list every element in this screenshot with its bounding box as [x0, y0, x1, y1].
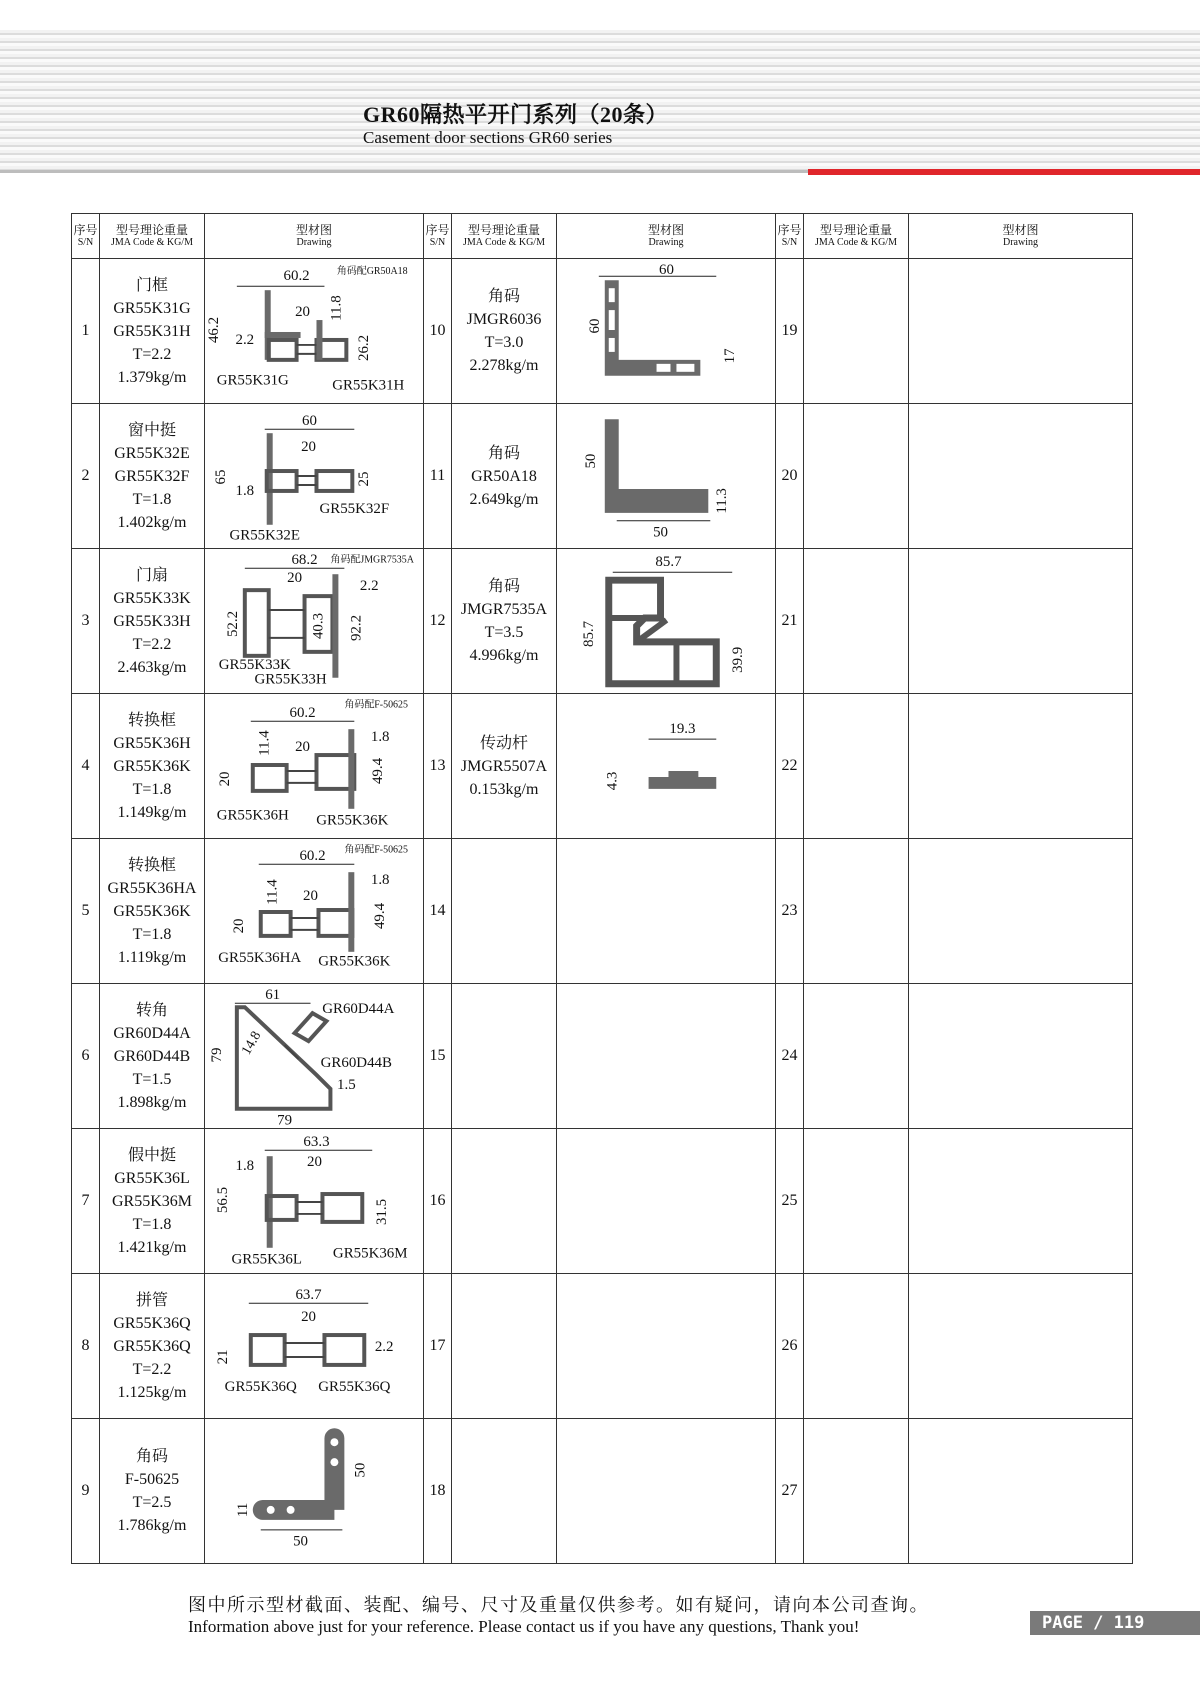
svg-text:2.2: 2.2 [235, 331, 255, 348]
code-cell: 门框 GR55K31G GR55K31H T=2.2 1.379kg/m [100, 259, 205, 404]
svg-text:20: 20 [287, 570, 303, 587]
svg-text:角码配GR50A18: 角码配GR50A18 [336, 266, 408, 278]
drawing-cell [205, 1274, 424, 1419]
svg-text:20: 20 [216, 771, 233, 787]
code-cell: 角码 JMGR6036 T=3.0 2.278kg/m [452, 259, 557, 404]
table-row [72, 1129, 1133, 1274]
code-cell: 门扇 GR55K33K GR55K33H T=2.2 2.463kg/m [100, 549, 205, 694]
profile-drawing [205, 260, 423, 402]
profile-drawing [205, 1130, 423, 1272]
drawing-cell [909, 259, 1133, 404]
code-cell [804, 984, 909, 1129]
profile-drawing [205, 695, 423, 837]
sn-cell: 7 [72, 1129, 100, 1274]
header-grey-rule [0, 170, 808, 173]
drawing-cell [909, 549, 1133, 694]
svg-text:26.2: 26.2 [356, 334, 373, 361]
svg-text:92.2: 92.2 [348, 614, 365, 642]
svg-text:60.2: 60.2 [289, 705, 316, 722]
svg-text:角码配JMGR7535A: 角码配JMGR7535A [330, 554, 414, 566]
svg-text:60: 60 [659, 262, 674, 279]
code-cell [804, 259, 909, 404]
svg-text:31.5: 31.5 [374, 1198, 391, 1226]
code-cell [804, 1129, 909, 1274]
drawing-cell [557, 694, 776, 839]
header-red-rule [808, 169, 1200, 175]
profile-drawing [557, 405, 775, 547]
profile-drawing [205, 1275, 423, 1417]
sn-cell: 5 [72, 839, 100, 984]
sn-cell: 10 [424, 259, 452, 404]
drawing-cell [205, 1419, 424, 1564]
header-sn: 序号 S/N [776, 214, 804, 259]
drawing-cell [557, 1419, 776, 1564]
sn-cell: 26 [776, 1274, 804, 1419]
svg-text:GR55K36M: GR55K36M [332, 1245, 408, 1262]
svg-text:20: 20 [301, 1309, 316, 1326]
profile-drawing [557, 550, 775, 692]
sn-cell: 13 [424, 694, 452, 839]
svg-text:60: 60 [586, 318, 603, 334]
svg-text:角码配F-50625: 角码配F-50625 [344, 844, 408, 856]
svg-text:46.2: 46.2 [205, 316, 222, 344]
profile-drawing [205, 405, 423, 547]
sn-cell: 6 [72, 984, 100, 1129]
drawing-cell [557, 404, 776, 549]
sn-cell: 4 [72, 694, 100, 839]
sn-cell: 1 [72, 259, 100, 404]
svg-text:GR55K36H: GR55K36H [216, 807, 289, 824]
table-row [72, 1274, 1133, 1419]
svg-text:2.2: 2.2 [374, 1338, 394, 1355]
header-drawing: 型材图 Drawing [909, 214, 1133, 259]
svg-text:20: 20 [301, 439, 316, 456]
profile-drawing [205, 550, 423, 692]
drawing-cell [205, 259, 424, 404]
svg-text:60: 60 [302, 413, 317, 430]
svg-text:52.2: 52.2 [224, 610, 241, 638]
svg-text:63.3: 63.3 [303, 1134, 330, 1151]
svg-text:20: 20 [295, 304, 311, 321]
code-cell: 转换框 GR55K36H GR55K36K T=1.8 1.149kg/m [100, 694, 205, 839]
svg-text:11.3: 11.3 [714, 488, 731, 514]
sn-cell: 12 [424, 549, 452, 694]
svg-text:50: 50 [582, 453, 599, 469]
code-cell [452, 984, 557, 1129]
sn-cell: 15 [424, 984, 452, 1129]
sn-cell: 16 [424, 1129, 452, 1274]
drawing-cell [205, 984, 424, 1129]
svg-text:GR55K36K: GR55K36K [316, 812, 389, 829]
sn-cell: 17 [424, 1274, 452, 1419]
svg-text:79: 79 [277, 1112, 293, 1127]
sn-cell: 25 [776, 1129, 804, 1274]
svg-text:GR55K36HA: GR55K36HA [218, 949, 302, 966]
footer-note-en: Information above just for your reference. Please contact us if you have any questions, Thank you! [188, 1617, 860, 1636]
svg-text:20: 20 [295, 739, 311, 756]
profile-drawing [557, 260, 775, 402]
header-code: 型号理论重量 JMA Code & KG/M [100, 214, 205, 259]
drawing-cell [557, 1274, 776, 1419]
svg-text:49.4: 49.4 [372, 902, 389, 930]
svg-text:GR55K33K: GR55K33K [218, 656, 291, 673]
page-title-cn: GR60隔热平开门系列（20条） [363, 102, 669, 127]
sn-cell: 27 [776, 1419, 804, 1564]
svg-text:GR60D44B: GR60D44B [320, 1054, 392, 1071]
svg-text:14.8: 14.8 [239, 1028, 265, 1058]
svg-text:11.4: 11.4 [264, 879, 281, 905]
table-row [72, 694, 1133, 839]
code-cell [452, 1274, 557, 1419]
code-cell [804, 1419, 909, 1564]
svg-text:4.3: 4.3 [604, 771, 621, 791]
svg-text:GR55K36L: GR55K36L [231, 1251, 302, 1268]
svg-text:GR55K36Q: GR55K36Q [318, 1378, 391, 1395]
header-code: 型号理论重量 JMA Code & KG/M [452, 214, 557, 259]
drawing-cell [909, 694, 1133, 839]
sn-cell: 23 [776, 839, 804, 984]
svg-text:60.2: 60.2 [299, 848, 326, 865]
svg-text:1.8: 1.8 [235, 1158, 255, 1175]
svg-text:50: 50 [653, 524, 668, 541]
sn-cell: 19 [776, 259, 804, 404]
svg-text:GR55K32E: GR55K32E [229, 527, 300, 544]
drawing-cell [909, 1419, 1133, 1564]
svg-text:GR55K31H: GR55K31H [332, 377, 405, 394]
svg-text:GR55K36K: GR55K36K [318, 953, 391, 970]
sn-cell: 18 [424, 1419, 452, 1564]
sn-cell: 21 [776, 549, 804, 694]
svg-text:2.2: 2.2 [359, 578, 379, 595]
drawing-cell [205, 404, 424, 549]
drawing-cell [909, 404, 1133, 549]
sn-cell: 8 [72, 1274, 100, 1419]
svg-text:20: 20 [303, 888, 318, 905]
page-number: PAGE / 119 [1030, 1611, 1200, 1635]
sn-cell: 24 [776, 984, 804, 1129]
svg-text:39.9: 39.9 [730, 646, 747, 673]
svg-text:85.7: 85.7 [580, 620, 597, 648]
svg-text:11: 11 [234, 1502, 251, 1518]
drawing-cell [205, 694, 424, 839]
profile-table [71, 213, 1133, 1564]
profile-drawing [557, 695, 775, 837]
svg-text:21: 21 [214, 1349, 231, 1365]
code-cell [804, 1274, 909, 1419]
drawing-cell [909, 1274, 1133, 1419]
svg-text:40.3: 40.3 [310, 612, 327, 640]
table-row [72, 549, 1133, 694]
table-row [72, 984, 1133, 1129]
svg-text:19.3: 19.3 [669, 721, 696, 738]
drawing-cell [909, 839, 1133, 984]
header-sn: 序号 S/N [72, 214, 100, 259]
drawing-cell [557, 549, 776, 694]
svg-text:GR60D44A: GR60D44A [322, 1001, 395, 1018]
svg-text:GR55K32F: GR55K32F [319, 500, 390, 517]
code-cell: 角码 GR50A18 2.649kg/m [452, 404, 557, 549]
code-cell: 拼管 GR55K36Q GR55K36Q T=2.2 1.125kg/m [100, 1274, 205, 1419]
svg-text:GR55K31G: GR55K31G [216, 372, 289, 389]
table-row [72, 404, 1133, 549]
code-cell [452, 1129, 557, 1274]
svg-text:61: 61 [265, 987, 281, 1004]
drawing-cell [557, 259, 776, 404]
drawing-cell [909, 1129, 1133, 1274]
sn-cell: 3 [72, 549, 100, 694]
drawing-cell [557, 839, 776, 984]
code-cell [452, 1419, 557, 1564]
svg-text:50: 50 [352, 1462, 369, 1478]
svg-text:1.8: 1.8 [370, 872, 390, 889]
header-code: 型号理论重量 JMA Code & KG/M [804, 214, 909, 259]
code-cell: 转角 GR60D44A GR60D44B T=1.5 1.898kg/m [100, 984, 205, 1129]
profile-drawing [205, 1420, 423, 1562]
drawing-cell [909, 984, 1133, 1129]
sn-cell: 22 [776, 694, 804, 839]
svg-text:63.7: 63.7 [295, 1287, 322, 1304]
svg-text:49.4: 49.4 [370, 757, 387, 785]
svg-text:60.2: 60.2 [283, 268, 310, 285]
svg-text:GR55K36Q: GR55K36Q [224, 1378, 297, 1395]
drawing-cell [557, 984, 776, 1129]
sn-cell: 20 [776, 404, 804, 549]
svg-text:GR55K33H: GR55K33H [254, 671, 327, 688]
code-cell: 假中挺 GR55K36L GR55K36M T=1.8 1.421kg/m [100, 1129, 205, 1274]
code-cell: 转换框 GR55K36HA GR55K36K T=1.8 1.119kg/m [100, 839, 205, 984]
profile-drawing [205, 840, 423, 982]
svg-text:11.4: 11.4 [256, 730, 273, 756]
header-drawing: 型材图 Drawing [557, 214, 776, 259]
code-cell [452, 839, 557, 984]
code-cell [804, 694, 909, 839]
code-cell [804, 549, 909, 694]
code-cell: 传动杆 JMGR5507A 0.153kg/m [452, 694, 557, 839]
svg-text:56.5: 56.5 [214, 1186, 231, 1214]
svg-text:角码配F-50625: 角码配F-50625 [344, 699, 408, 711]
table-row [72, 1419, 1133, 1564]
table-row [72, 259, 1133, 404]
svg-text:17: 17 [722, 348, 739, 364]
svg-text:68.2: 68.2 [291, 552, 318, 569]
code-cell: 角码 F-50625 T=2.5 1.786kg/m [100, 1419, 205, 1564]
drawing-cell [205, 549, 424, 694]
drawing-cell [205, 1129, 424, 1274]
svg-text:25: 25 [356, 471, 373, 487]
code-cell: 角码 JMGR7535A T=3.5 4.996kg/m [452, 549, 557, 694]
svg-text:1.5: 1.5 [337, 1076, 356, 1093]
svg-text:1.8: 1.8 [235, 482, 255, 499]
footer-note-cn: 图中所示型材截面、装配、编号、尺寸及重量仅供参考。如有疑问，请向本公司查询。 [188, 1595, 929, 1616]
sn-cell: 2 [72, 404, 100, 549]
profile-drawing [205, 985, 423, 1127]
page-title-en: Casement door sections GR60 series [363, 128, 613, 147]
code-cell [804, 839, 909, 984]
svg-text:20: 20 [230, 918, 247, 934]
svg-text:65: 65 [212, 469, 229, 485]
svg-text:79: 79 [208, 1047, 225, 1063]
sn-cell: 14 [424, 839, 452, 984]
svg-text:20: 20 [307, 1154, 322, 1171]
code-cell: 窗中挺 GR55K32E GR55K32F T=1.8 1.402kg/m [100, 404, 205, 549]
svg-text:11.8: 11.8 [328, 295, 345, 321]
drawing-cell [205, 839, 424, 984]
table-row [72, 839, 1133, 984]
sn-cell: 9 [72, 1419, 100, 1564]
header-sn: 序号 S/N [424, 214, 452, 259]
svg-text:85.7: 85.7 [655, 554, 682, 571]
code-cell [804, 404, 909, 549]
svg-text:1.8: 1.8 [370, 729, 390, 746]
drawing-cell [557, 1129, 776, 1274]
sn-cell: 11 [424, 404, 452, 549]
svg-text:50: 50 [293, 1533, 309, 1550]
header-drawing: 型材图 Drawing [205, 214, 424, 259]
table-header-row [72, 214, 1133, 259]
